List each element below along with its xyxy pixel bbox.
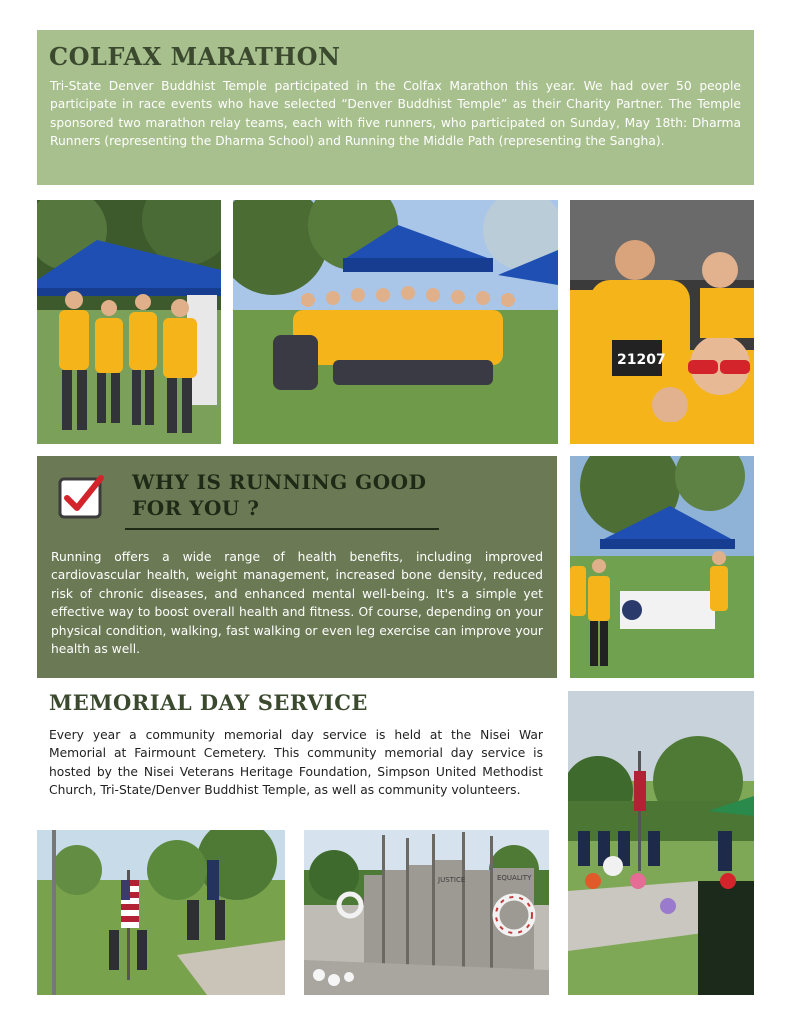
bib-number: 21207 — [617, 352, 666, 368]
memorial-body: Every year a community memorial day service is held at the Nisei War Memorial at Fairmount Cemetery. This community memorial day service is hosted by the Nisei Veterans Heritage Foundation, Simpson United Methodist Church, Tri-State/Denver Buddhist Temple, as well as community volunteers. — [49, 728, 543, 798]
photo-flag-ceremony — [37, 830, 285, 995]
colfax-body: Tri-State Denver Buddhist Temple participated in the Colfax Marathon this year. We had over 50 people participate in race events who have selected “Denver Buddhist Temple” as their Charity Partner. The Temple sponsored two marathon relay teams, each with five runners, who participated on Sunday, May 18th: Dharma Runners (representing the Dharma School) and Running the Middle Path (representing the Sangha). — [50, 79, 741, 149]
running-section — [37, 456, 557, 678]
checkbox-icon — [57, 474, 105, 520]
memorial-title: MEMORIAL DAY SERVICE — [49, 690, 368, 715]
running-title-line2: FOR YOU ? — [132, 496, 260, 520]
colfax-title: COLFAX MARATHON — [49, 42, 341, 71]
photo-runners-selfie — [570, 200, 754, 444]
photo-group-tent — [233, 200, 558, 444]
running-title-line1: WHY IS RUNNING GOOD — [132, 470, 427, 494]
monument-left-label: JUSTICE — [438, 876, 466, 884]
running-title-underline — [125, 528, 439, 530]
running-body: Running offers a wide range of health benefits, including improved cardiovascular health, weight management, increased bone density, reduced risk of chronic diseases, and enhanced mental well-being. It's a simple yet effective way to boost overall health and fitness. Of course, depending on your physical condition, walking, fast walking or even leg exercise can improve your health as well. — [51, 550, 543, 657]
photo-memorial-trees — [568, 691, 754, 995]
photo-runners-tent — [37, 200, 221, 444]
photo-nisei-monument — [304, 830, 549, 995]
colfax-section — [37, 30, 754, 185]
monument-right-label: EQUALITY — [497, 874, 532, 882]
photo-temple-booth — [570, 456, 754, 678]
